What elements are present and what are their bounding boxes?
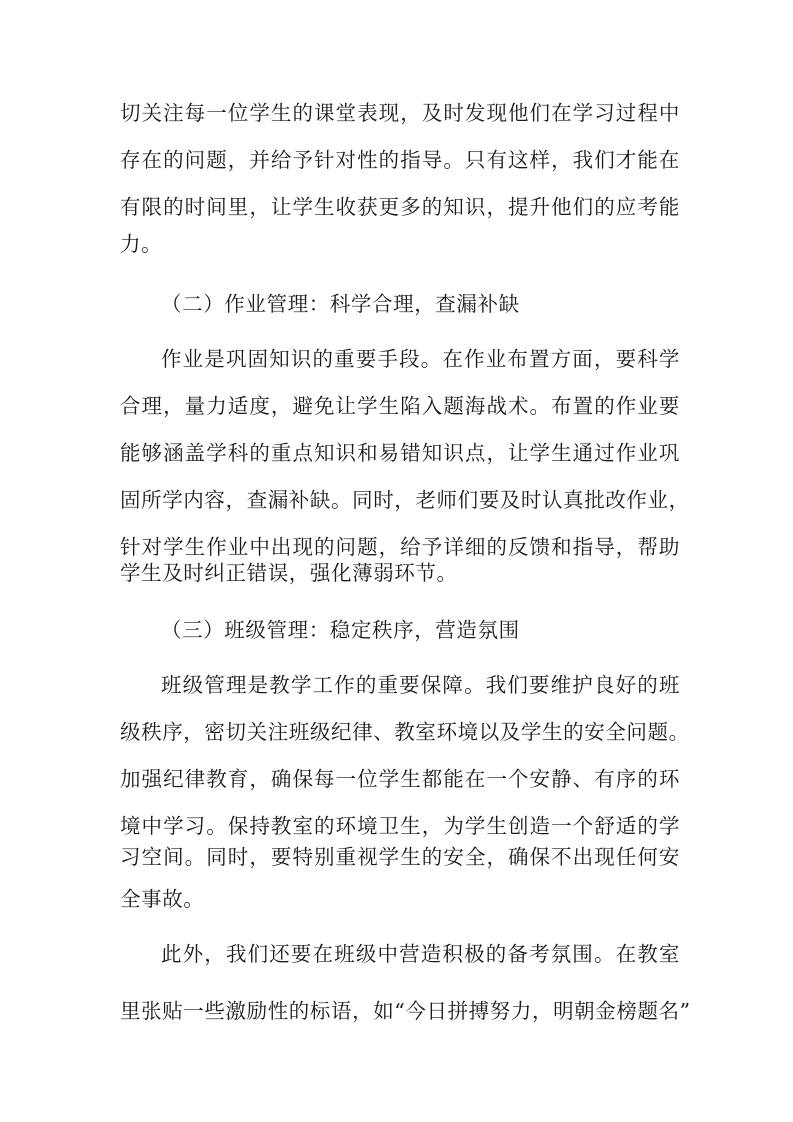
paragraph-line: 全事故。 (120, 887, 205, 911)
paragraph-line: 里张贴一些激励性的标语，如“今日拼搏努力，明朝金榜题名” (120, 999, 691, 1023)
paragraph-line: 作业是巩固知识的重要手段。在作业布置方面，要科学 (161, 347, 680, 371)
paragraph-line: 境中学习。保持教室的环境卫生，为学生创造一个舒适的学 (120, 814, 680, 838)
paragraph-line: 级秩序，密切关注班级纪律、教室环境以及学生的安全问题。 (120, 720, 690, 744)
paragraph-line: 合理，量力适度，避免让学生陷入题海战术。布置的作业要 (120, 394, 680, 418)
paragraph-line: 针对学生作业中出现的问题，给予详细的反馈和指导，帮助 (120, 535, 680, 559)
paragraph-line: 有限的时间里，让学生收获更多的知识，提升他们的应考能 (120, 195, 680, 219)
paragraph-line: 切关注每一位学生的课堂表现，及时发现他们在学习过程中 (120, 101, 680, 125)
section-heading-homework: （二）作业管理：科学合理，查漏补缺 (161, 292, 520, 316)
paragraph-line: 班级管理是教学工作的重要保障。我们要维护良好的班 (161, 673, 680, 697)
section-heading-class-management: （三）班级管理：稳定秩序，营造氛围 (161, 618, 520, 642)
paragraph-line: 存在的问题，并给予针对性的指导。只有这样，我们才能在 (120, 148, 680, 172)
paragraph-line: 此外，我们还要在班级中营造积极的备考氛围。在教室 (161, 942, 680, 966)
paragraph-line: 力。 (120, 232, 163, 256)
paragraph-line: 学生及时纠正错误，强化薄弱环节。 (120, 561, 458, 585)
paragraph-line: 能够涵盖学科的重点知识和易错知识点，让学生通过作业巩 (120, 441, 680, 465)
paragraph-line: 固所学内容，查漏补缺。同时，老师们要及时认真批改作业， (120, 488, 690, 512)
paragraph-line: 习空间。同时，要特别重视学生的安全，确保不出现任何安 (120, 845, 680, 869)
paragraph-line: 加强纪律教育，确保每一位学生都能在一个安静、有序的环 (120, 767, 680, 791)
